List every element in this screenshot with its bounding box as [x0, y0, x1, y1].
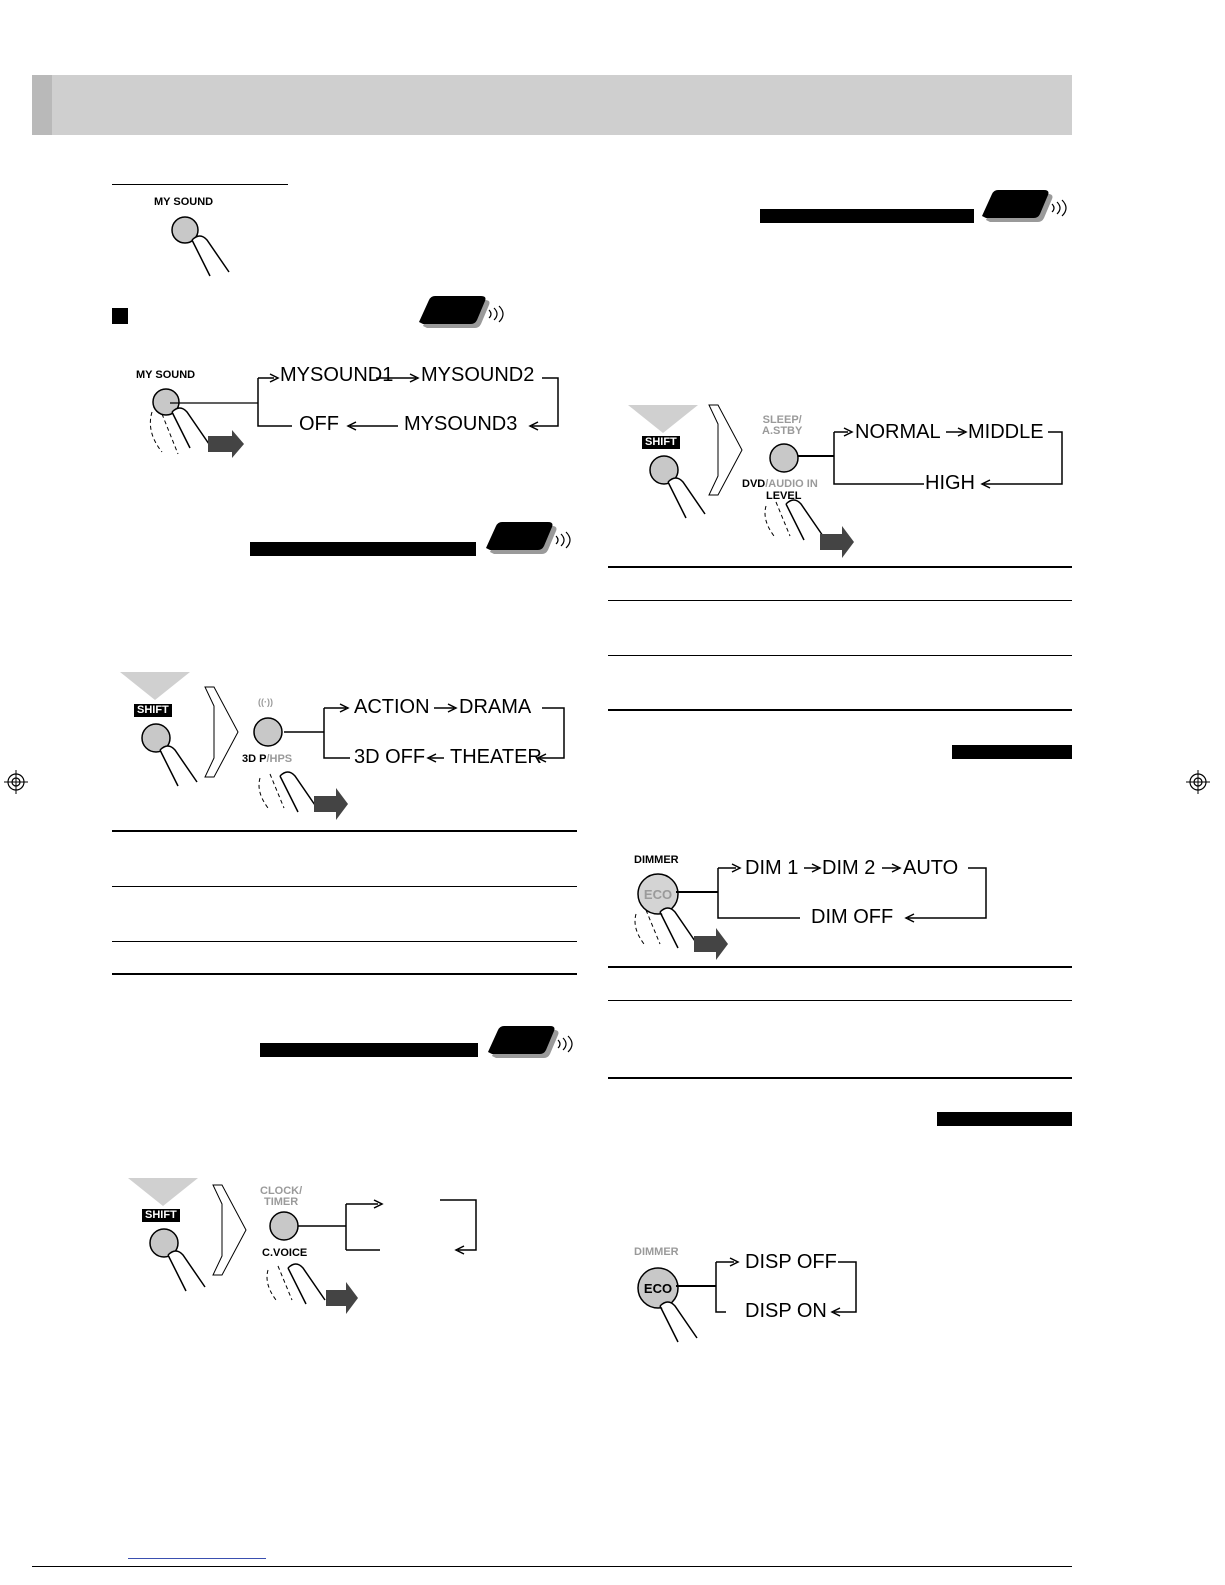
- shift-press-arrow: [128, 1178, 198, 1208]
- my-sound-label: MY SOUND: [154, 196, 214, 208]
- table-rule: [608, 1077, 1072, 1079]
- seq-theater: THEATER: [450, 746, 542, 768]
- registration-mark-icon: [1186, 770, 1210, 794]
- clock-timer-label: CLOCK/ TIMER: [260, 1185, 303, 1208]
- seq-high: HIGH: [925, 472, 975, 494]
- seq-dispoff: DISP OFF: [745, 1251, 837, 1273]
- shift-label: SHIFT: [134, 704, 172, 717]
- section-rule: [112, 184, 288, 185]
- dvd-label: DVD: [742, 478, 766, 490]
- seq-off: OFF: [299, 413, 339, 435]
- title-bar: [760, 209, 974, 223]
- shift-label: SHIFT: [642, 436, 680, 449]
- title-bar: [937, 1112, 1072, 1126]
- my-sound-button[interactable]: [150, 210, 250, 280]
- section-header-tab: [32, 75, 52, 135]
- dimmer-label: DIMMER: [634, 854, 679, 866]
- registration-mark-icon: [4, 770, 28, 794]
- table-rule: [112, 973, 577, 975]
- then-arrow: [708, 404, 744, 496]
- my-sound-seq-label: MY SOUND: [136, 369, 196, 381]
- seq-3d-off: 3D OFF: [354, 746, 426, 768]
- level-label: LEVEL: [766, 490, 802, 502]
- table-rule: [112, 941, 577, 942]
- svg-text:ECO: ECO: [643, 1281, 673, 1296]
- table-rule: [608, 566, 1072, 568]
- remote-control-icon: [978, 190, 1073, 226]
- section-header-bar: [32, 75, 1072, 135]
- shift-label: SHIFT: [142, 1209, 180, 1222]
- shift-press-arrow: [120, 672, 190, 702]
- remote-control-icon: [484, 1026, 579, 1062]
- seq-middle: MIDDLE: [968, 421, 1044, 443]
- title-bar: [260, 1043, 478, 1057]
- seq-mysound2: MYSOUND2: [421, 364, 535, 386]
- sleep-stby-label: SLEEP/ A.STBY: [762, 414, 803, 437]
- seq-auto: AUTO: [903, 857, 959, 879]
- then-arrow: [204, 686, 240, 778]
- surround-icon: ((·)): [258, 697, 273, 707]
- c-voice-label: C.VOICE: [262, 1247, 308, 1259]
- remote-control-icon: [415, 296, 510, 332]
- bullet-square: [112, 308, 128, 324]
- dimmer-label: DIMMER: [634, 1246, 679, 1258]
- table-rule: [608, 709, 1072, 711]
- seq-mysound1: MYSOUND1: [280, 364, 394, 386]
- seq-normal: NORMAL: [855, 421, 941, 443]
- 3d-label-secondary: /HPS: [266, 753, 293, 765]
- 3d-label-primary: 3D P: [242, 753, 267, 765]
- table-rule: [112, 830, 577, 832]
- then-arrow: [212, 1184, 248, 1276]
- seq-drama: DRAMA: [459, 696, 532, 718]
- title-bar: [250, 542, 476, 556]
- svg-text:ECO: ECO: [643, 887, 673, 902]
- seq-dispon: DISP ON: [745, 1300, 827, 1322]
- table-rule: [608, 600, 1072, 601]
- seq-dim2: DIM 2: [822, 857, 876, 879]
- table-rule: [608, 1000, 1072, 1001]
- remote-control-icon: [482, 522, 577, 558]
- seq-dimoff: DIM OFF: [811, 906, 894, 928]
- seq-dim1: DIM 1: [745, 857, 799, 879]
- table-rule: [112, 886, 577, 887]
- seq-action: ACTION: [354, 696, 430, 718]
- footer-link-rule: [128, 1558, 266, 1559]
- title-bar: [952, 745, 1072, 759]
- table-rule: [608, 966, 1072, 968]
- shift-press-arrow: [628, 405, 698, 435]
- seq-mysound3: MYSOUND3: [404, 413, 518, 435]
- page-bottom-rule: [32, 1566, 1072, 1567]
- table-rule: [608, 655, 1072, 656]
- audio-in-label: /AUDIO IN: [765, 478, 818, 490]
- c-voice-seq-lines: [298, 1196, 488, 1260]
